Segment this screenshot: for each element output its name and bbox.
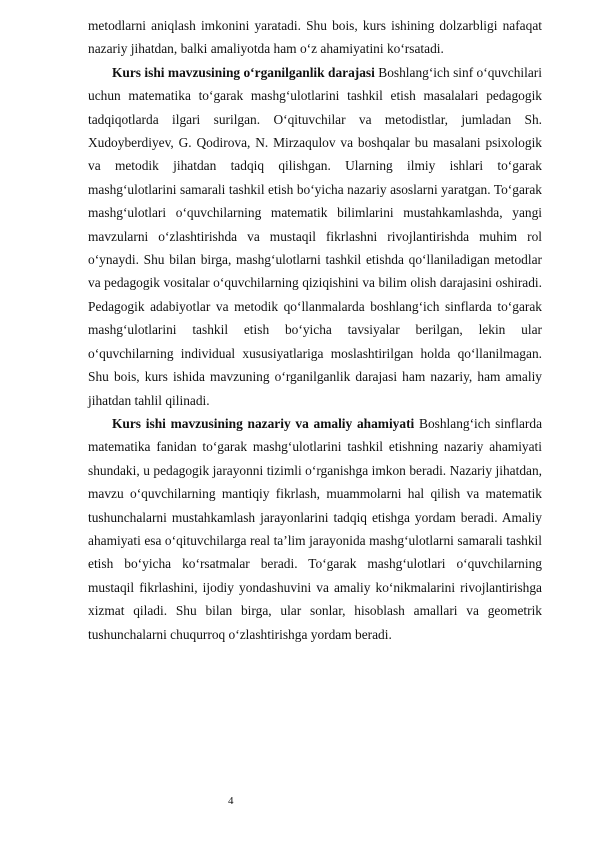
section-heading-significance: Kurs ishi mavzusining nazariy va amaliy ahamiyati xyxy=(112,415,415,431)
paragraph-study-level xyxy=(88,61,542,412)
paragraph-text: Boshlang‘ich sinf o‘quvchilari uchun matematika to‘garak mashg‘ulotlarini tashkil etish masalalari pedagogik tadqiqotlarda ilgari surilgan. O‘qituvchilar va metodistlar, jumladan Sh. Xudoyberdiyev, G. Qodirova, N. Mirzaqulov va boshqalar bu masalani psixologik va metodik jihatdan tadqiq qilishgan. Ularning ilmiy ishlari to‘garak mashg‘ulotlarini samarali tashkil etish bo‘yicha nazariy asoslarni yaratgan. To‘garak mashg‘ulotlari o‘quvchilarning matematik bilimlarini mustahkamlashda, yangi mavzularni o‘zlashtirishda va mustaqil fikrlashni rivojlantirishda muhim rol o‘ynaydi. Shu bilan birga, mashg‘ulotlarni tashkil etishda qo‘llaniladigan metodlar va pedagogik vositalar o‘quvchilarning qiziqishini va bilim olish darajasini oshiradi. Pedagogik adabiyotlar va metodik qo‘llanmalarda boshlang‘ich sinflarda to‘garak mashg‘ulotlarini tashkil etish bo‘yicha tavsiyalar berilgan, lekin ular o‘quvchilarning individual xususiyatlariga moslashtirilgan holda qo‘llanilmagan. Shu bois, kurs ishida mavzuning o‘rganilganlik darajasi ham nazariy, ham amaliy jihatdan tahlil qilinadi. xyxy=(88,64,542,408)
page-number: 4 xyxy=(228,795,234,807)
paragraph-intro xyxy=(88,14,542,61)
paragraph-text: metodlarni aniqlash imkonini yaratadi. Shu bois, kurs ishining dolzarbligi nafaqat nazariy jihatdan, balki amaliyotda ham o‘z ahamiyatini ko‘rsatadi. xyxy=(88,18,542,57)
document-page xyxy=(88,14,542,646)
paragraph-significance xyxy=(88,412,542,646)
paragraph-text: Boshlang‘ich sinflarda matematika fanidan to‘garak mashg‘ulotlarini tashkil etishning nazariy ahamiyati shundaki, u pedagogik jarayonni tizimli o‘rganishga imkon beradi. Nazariy jihatdan, mavzu o‘quvchilarning mantiqiy fikrlash, muammolarni hal qilish va matematik tushunchalarni mustahkamlash jarayonlarini tadqiq etishga yordam beradi. Amaliy ahamiyati esa o‘qituvchilarga real ta’lim jarayonida mashg‘ulotlarni samarali tashkil etish bo‘yicha ko‘rsatmalar beradi. To‘garak mashg‘ulotlari o‘quvchilarning mustaqil fikrlashini, ijodiy yondashuvini va amaliy ko‘nikmalarini rivojlantirishga xizmat qiladi. Shu bilan birga, ular sonlar, hisoblash amallari va geometrik tushunchalarni chuqurroq o‘zlashtirishga yordam beradi. xyxy=(88,415,543,642)
section-heading-study-level: Kurs ishi mavzusining o‘rganilganlik darajasi xyxy=(112,64,375,80)
